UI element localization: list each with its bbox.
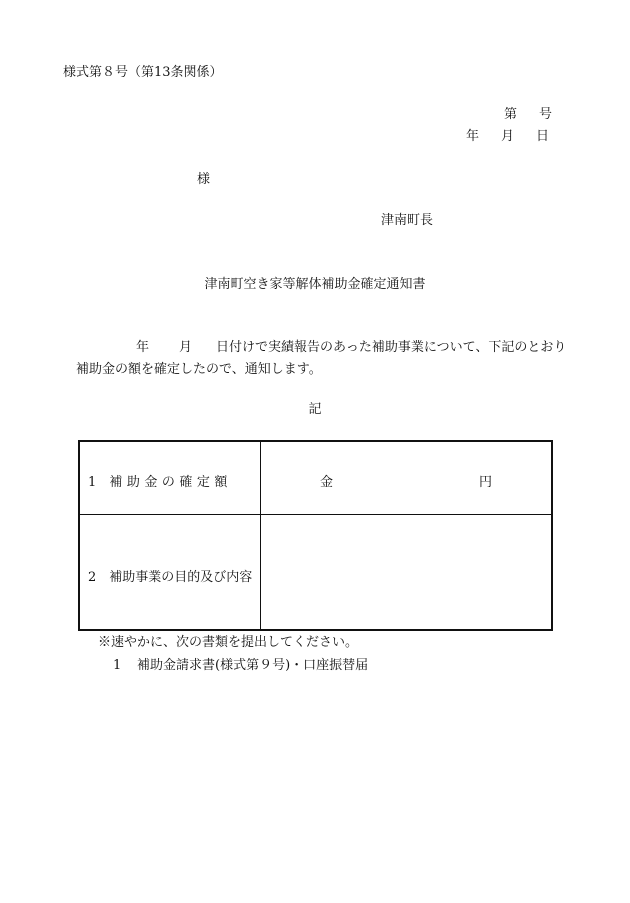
body-year: 年	[136, 340, 150, 355]
amount-suffix: 円	[479, 475, 493, 490]
document-item	[113, 658, 368, 674]
issuer: 津南町長	[381, 213, 434, 228]
submission-note: ※速やかに、次の書類を提出してください。	[98, 635, 359, 650]
date-year: 年	[466, 129, 480, 144]
document-item-number: 1	[113, 658, 122, 673]
detail-table	[78, 440, 553, 631]
confirmed-amount-label: 1 補助金の確定額	[88, 475, 232, 490]
ki-heading: 記	[308, 402, 322, 417]
date-month: 月	[501, 129, 515, 144]
column-divider	[260, 515, 261, 629]
amount-prefix: 金	[320, 475, 334, 490]
document-number	[504, 107, 552, 123]
addressee-suffix: 様	[197, 172, 211, 187]
body-month: 月	[179, 340, 193, 355]
body-text: 日付けで実績報告のあった補助事業について、下記のとおり補助金の額を確定したので、通知します。	[76, 340, 567, 377]
document-date	[466, 129, 549, 145]
body-paragraph	[76, 337, 572, 381]
document-number-prefix: 第	[504, 107, 518, 122]
document-item-text: 補助金請求書(様式第９号)・口座振替届	[137, 658, 369, 673]
date-day: 日	[536, 129, 550, 144]
purpose-label: 2 補助事業の目的及び内容	[88, 570, 253, 585]
form-number: 様式第８号（第13条関係）	[63, 65, 223, 80]
document-number-suffix: 号	[539, 107, 553, 122]
column-divider	[260, 442, 261, 514]
table-row-confirmed-amount	[80, 442, 551, 515]
document-title: 津南町空き家等解体補助金確定通知書	[204, 277, 426, 292]
table-row-purpose	[80, 515, 551, 629]
